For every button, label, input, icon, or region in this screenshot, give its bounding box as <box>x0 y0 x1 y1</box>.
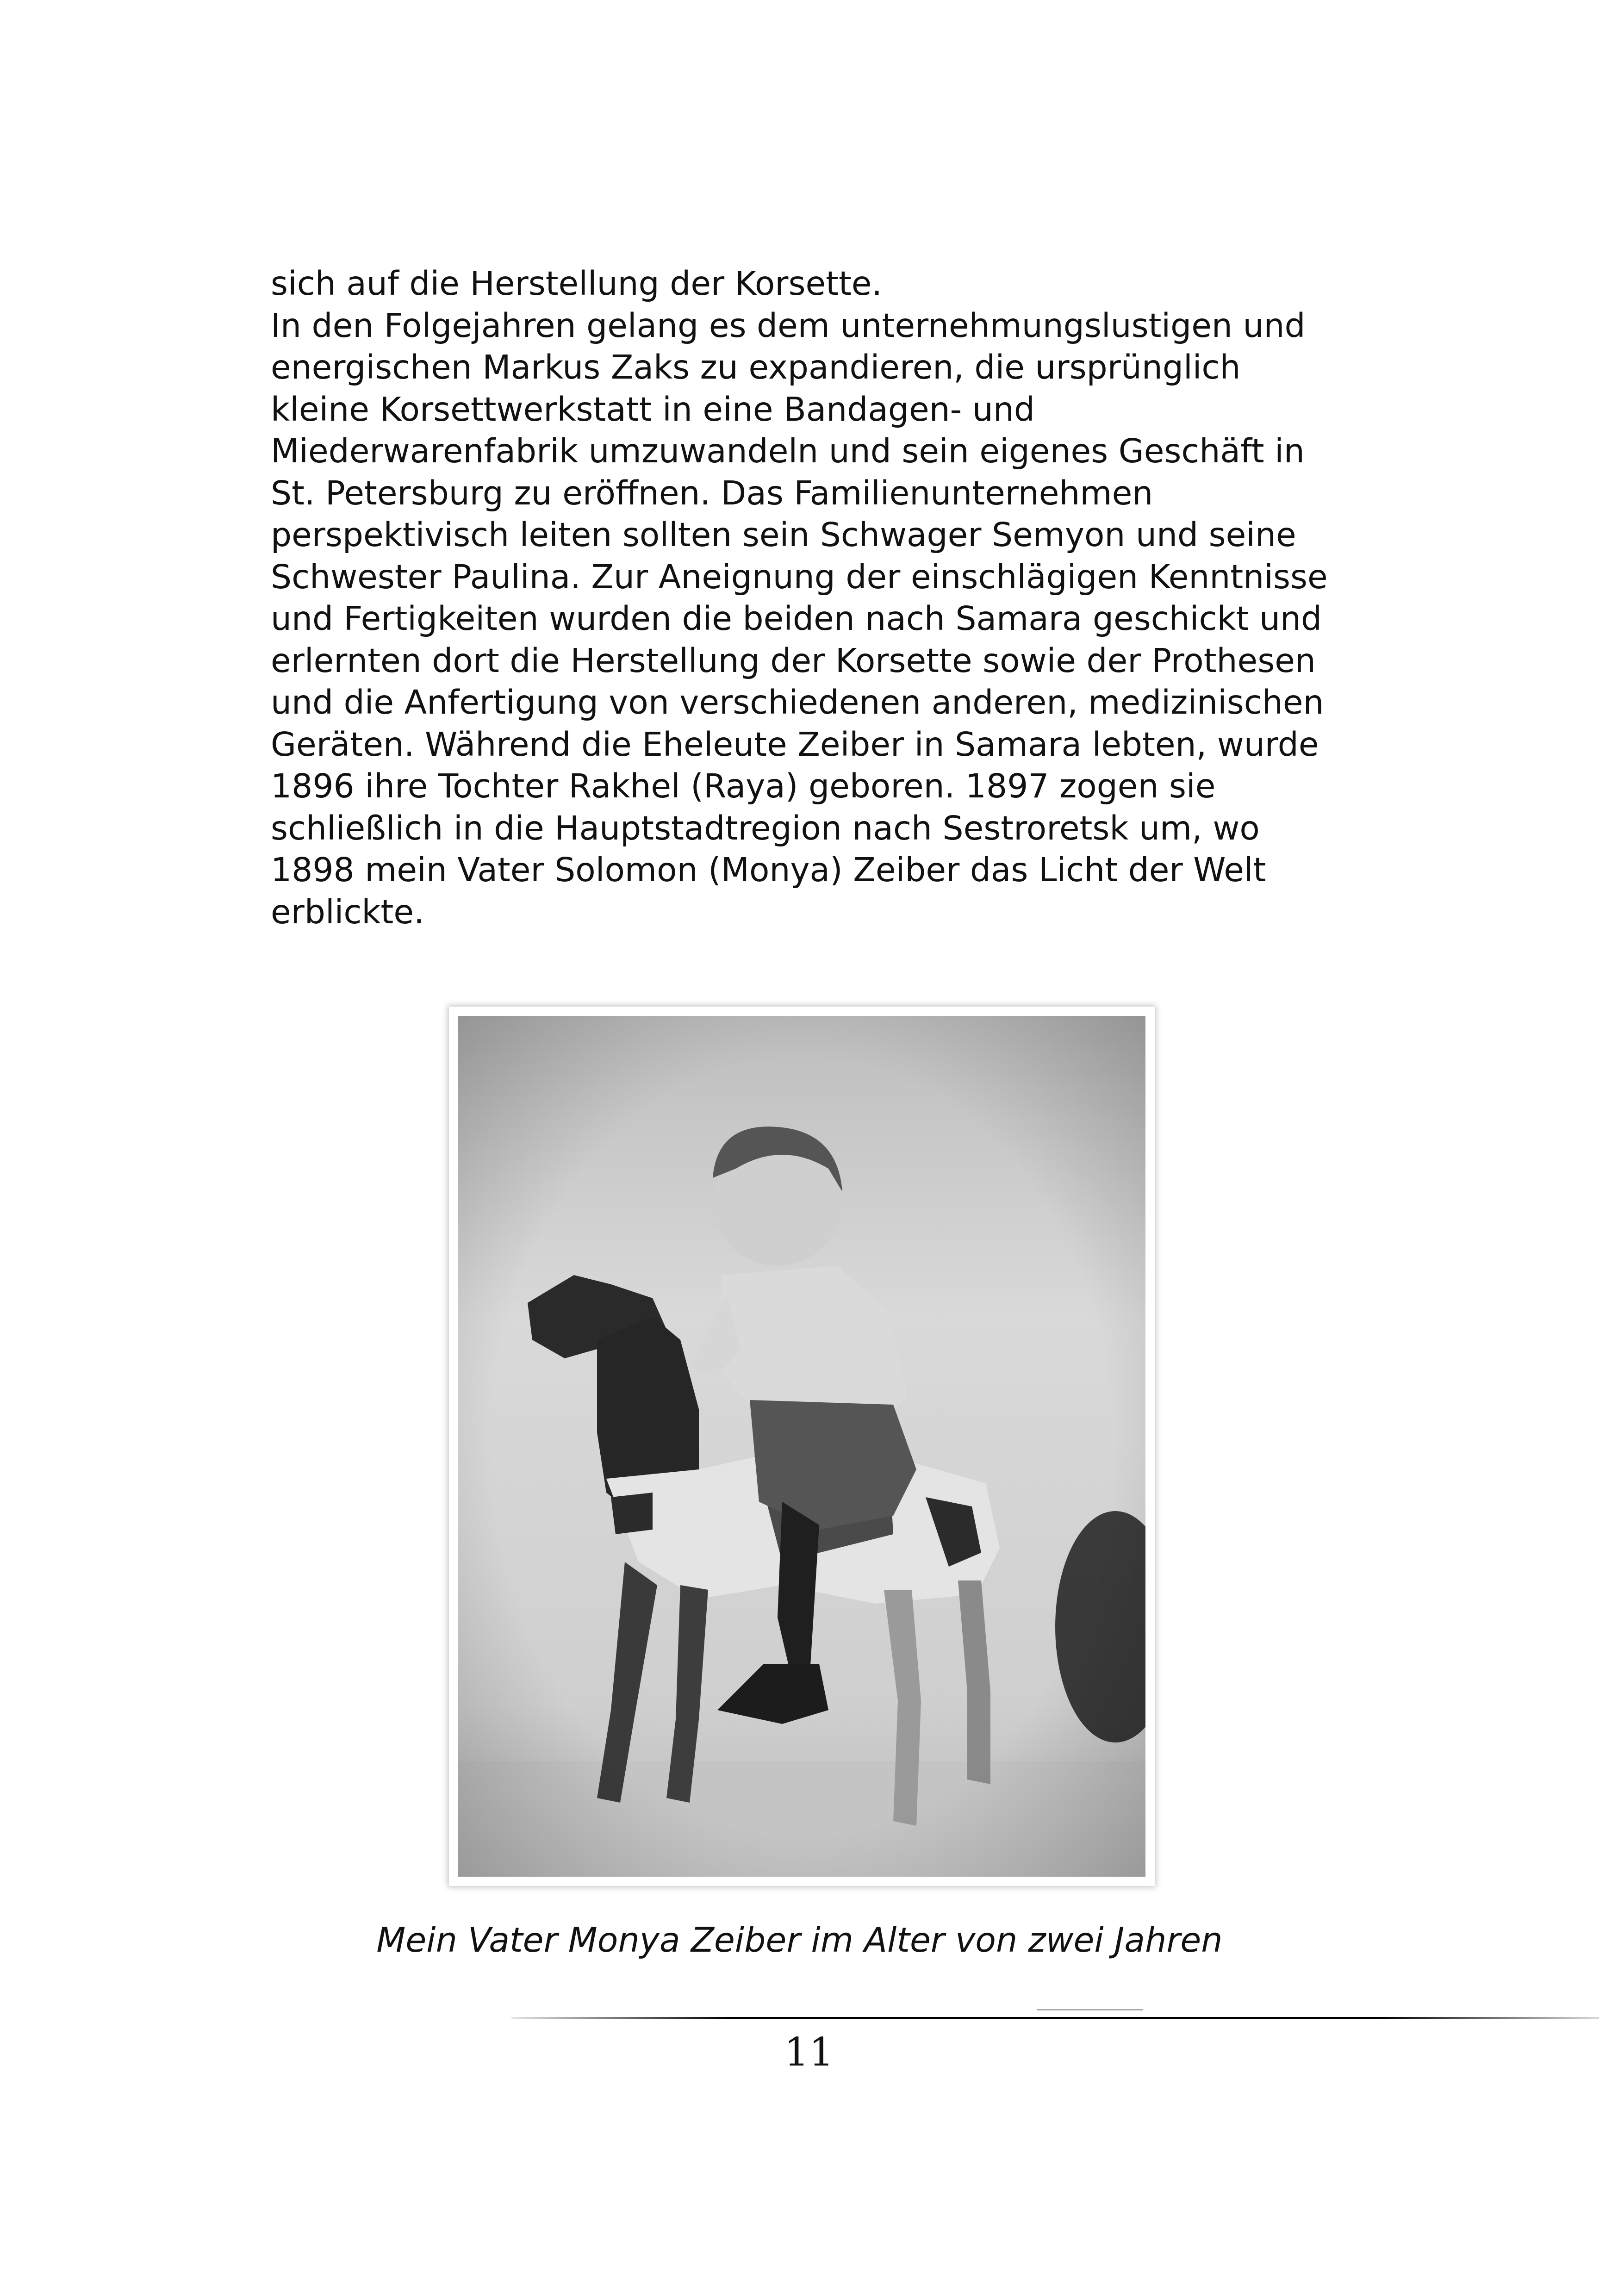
photo-frame <box>449 1007 1155 1886</box>
photo-child-on-toy-horse <box>458 1016 1145 1877</box>
page-number: 11 <box>784 2029 834 2075</box>
paragraph-2: In den Folgejahren gelang es dem unternehmungslustigen und energischen Markus Zaks zu expandieren, die ursprünglich kleine Korsettwerkstatt in eine Bandagen- und Miederwarenfabrik umzuwandeln und sein eigenes Geschäft in St. Petersburg zu eröffnen. Das Familienunternehmen perspektivisch leiten sollten sein Schwager Semyon und seine Schwester Paulina. Zur Aneignung der einschlägigen Kenntnisse und Fertigkeiten wurden die beiden nach Samara geschickt und erlernten dort die Herstellung der Korsette sowie der Prothesen und die Anfertigung von verschiedenen anderen, medizinischen Geräten. Während die Eheleute Zeiber in Samara lebten, wurde 1896 ihre Tochter Rakhel (Raya) geboren. 1897 zogen sie schließlich in die Hauptstadtregion nach Sestroretsk um, wo 1898 mein Vater Solomon (Monya) Zeiber das Licht der Welt erblickte. <box>271 306 1328 931</box>
paragraph-1: sich auf die Herstellung der Korsette. <box>271 264 883 303</box>
photo-caption: Mein Vater Monya Zeiber im Alter von zwei Jahren <box>376 1921 1223 1960</box>
footer-rule <box>511 2017 1599 2019</box>
body-text <box>271 263 1328 933</box>
footer-rule-accent <box>1037 2009 1143 2010</box>
